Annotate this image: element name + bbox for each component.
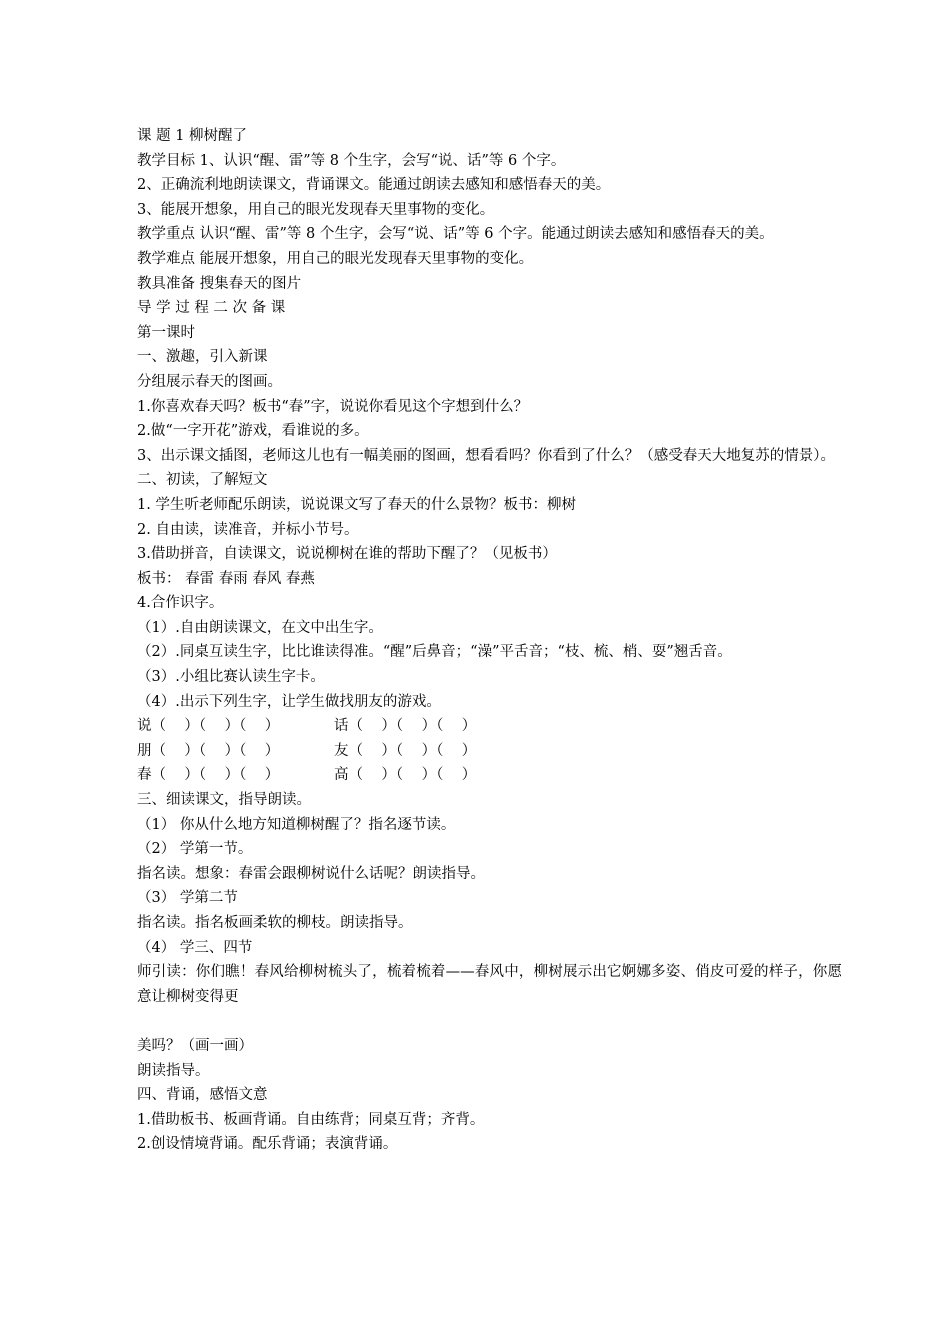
section-heading-1: 一、激趣，引入新课: [137, 349, 268, 366]
paragraph: （2）.同桌互读生字，比比谁读得准。“醒”后鼻音；“澡”平舌音；“枝、梳、梢、耍”翘舌音。: [137, 644, 732, 661]
teaching-materials: 教具准备 搜集春天的图片: [137, 275, 302, 292]
paragraph: （1）.自由朗读课文，在文中出生字。: [137, 619, 383, 636]
char-grid-cell: 春（ ）（ ）（ ）: [137, 767, 280, 784]
teaching-goal-1: 教学目标 1、认识“醒、雷”等 8 个生字，会写“说、话”等 6 个字。: [137, 152, 566, 169]
section-heading-2: 二、初读，了解短文: [137, 472, 268, 489]
section-heading-3: 三、细读课文，指导朗读。: [137, 792, 311, 809]
paragraph: 1.你喜欢春天吗？板书“春”字，说说你看见这个字想到什么？: [137, 398, 529, 415]
paragraph: 2.创设情境背诵。配乐背诵；表演背诵。: [137, 1136, 398, 1153]
paragraph: 3、出示课文插图，老师这儿也有一幅美丽的图画，想看看吗？你看到了什么？（感受春天大地复苏的情景）。: [137, 447, 835, 464]
paragraph: 指名读。想象：春雷会跟柳树说什么话呢？朗读指导。: [137, 865, 485, 882]
paragraph: 指名读。指名板画柔软的柳枝。朗读指导。: [137, 915, 413, 931]
character-grid: [137, 714, 842, 788]
char-grid-cell: 友（ ）（ ）（ ）: [334, 742, 477, 759]
paragraph: 分组展示春天的图画。: [137, 373, 282, 390]
paragraph: 1.借助板书、板画背诵。自由练背；同桌互背；齐背。: [137, 1111, 485, 1128]
paragraph: （4）.出示下列生字，让学生做找朋友的游戏。: [137, 693, 441, 710]
process-header: 导 学 过 程 二 次 备 课: [137, 300, 286, 317]
paragraph: 师引读：你们瞧！春风给柳树梳头了，梳着梳着——春风中，柳树展示出它婀娜多姿、俏皮可爱的样子，你愿意让柳树变得更: [137, 964, 842, 1005]
paragraph: 4.合作识字。: [137, 595, 224, 612]
teaching-focus: 教学重点 认识“醒、雷”等 8 个生字，会写“说、话”等 6 个字。能通过朗读去感知和感悟春天的美。: [137, 226, 774, 243]
paragraph: （3） 学第二节: [137, 890, 238, 907]
teaching-difficulty: 教学难点 能展开想象，用自己的眼光发现春天里事物的变化。: [137, 250, 534, 267]
paragraph: 3.借助拼音，自读课文，说说柳树在谁的帮助下醒了？（见板书）: [137, 546, 557, 563]
paragraph: 1. 学生听老师配乐朗读，说说课文写了春天的什么景物？板书：柳树: [137, 496, 576, 513]
lesson-period: 第一课时: [137, 324, 195, 341]
paragraph: 2.做“一字开花”游戏，看谁说的多。: [137, 423, 369, 440]
paragraph: （1） 你从什么地方知道柳树醒了？指名逐节读。: [137, 816, 456, 833]
document-body: [137, 124, 842, 1157]
char-grid-cell: 高（ ）（ ）（ ）: [334, 767, 477, 784]
paragraph: 朗读指导。: [137, 1062, 210, 1079]
paragraph: 美吗？（画一画）: [137, 1037, 253, 1054]
char-grid-cell: 朋（ ）（ ）（ ）: [137, 742, 280, 759]
lesson-title: 课 题 1 柳树醒了: [137, 128, 248, 144]
teaching-goal-2: 2、正确流利地朗读课文，背诵课文。能通过朗读去感知和感悟春天的美。: [137, 177, 611, 194]
char-grid-cell: 说（ ）（ ）（ ）: [137, 718, 280, 735]
char-grid-cell: 话（ ）（ ）（ ）: [334, 718, 477, 735]
teaching-goal-3: 3、能展开想象，用自己的眼光发现春天里事物的变化。: [137, 201, 495, 218]
paragraph: 2. 自由读，读准音，并标小节号。: [137, 521, 359, 538]
paragraph: （3）.小组比赛认读生字卡。: [137, 669, 325, 686]
paragraph: （4） 学三、四节: [137, 939, 253, 956]
blank-line: [137, 1009, 842, 1034]
section-heading-4: 四、背诵，感悟文意: [137, 1087, 268, 1104]
paragraph: （2） 学第一节。: [137, 841, 253, 858]
board-writing: 板书： 春雷 春雨 春风 春燕: [137, 570, 315, 587]
